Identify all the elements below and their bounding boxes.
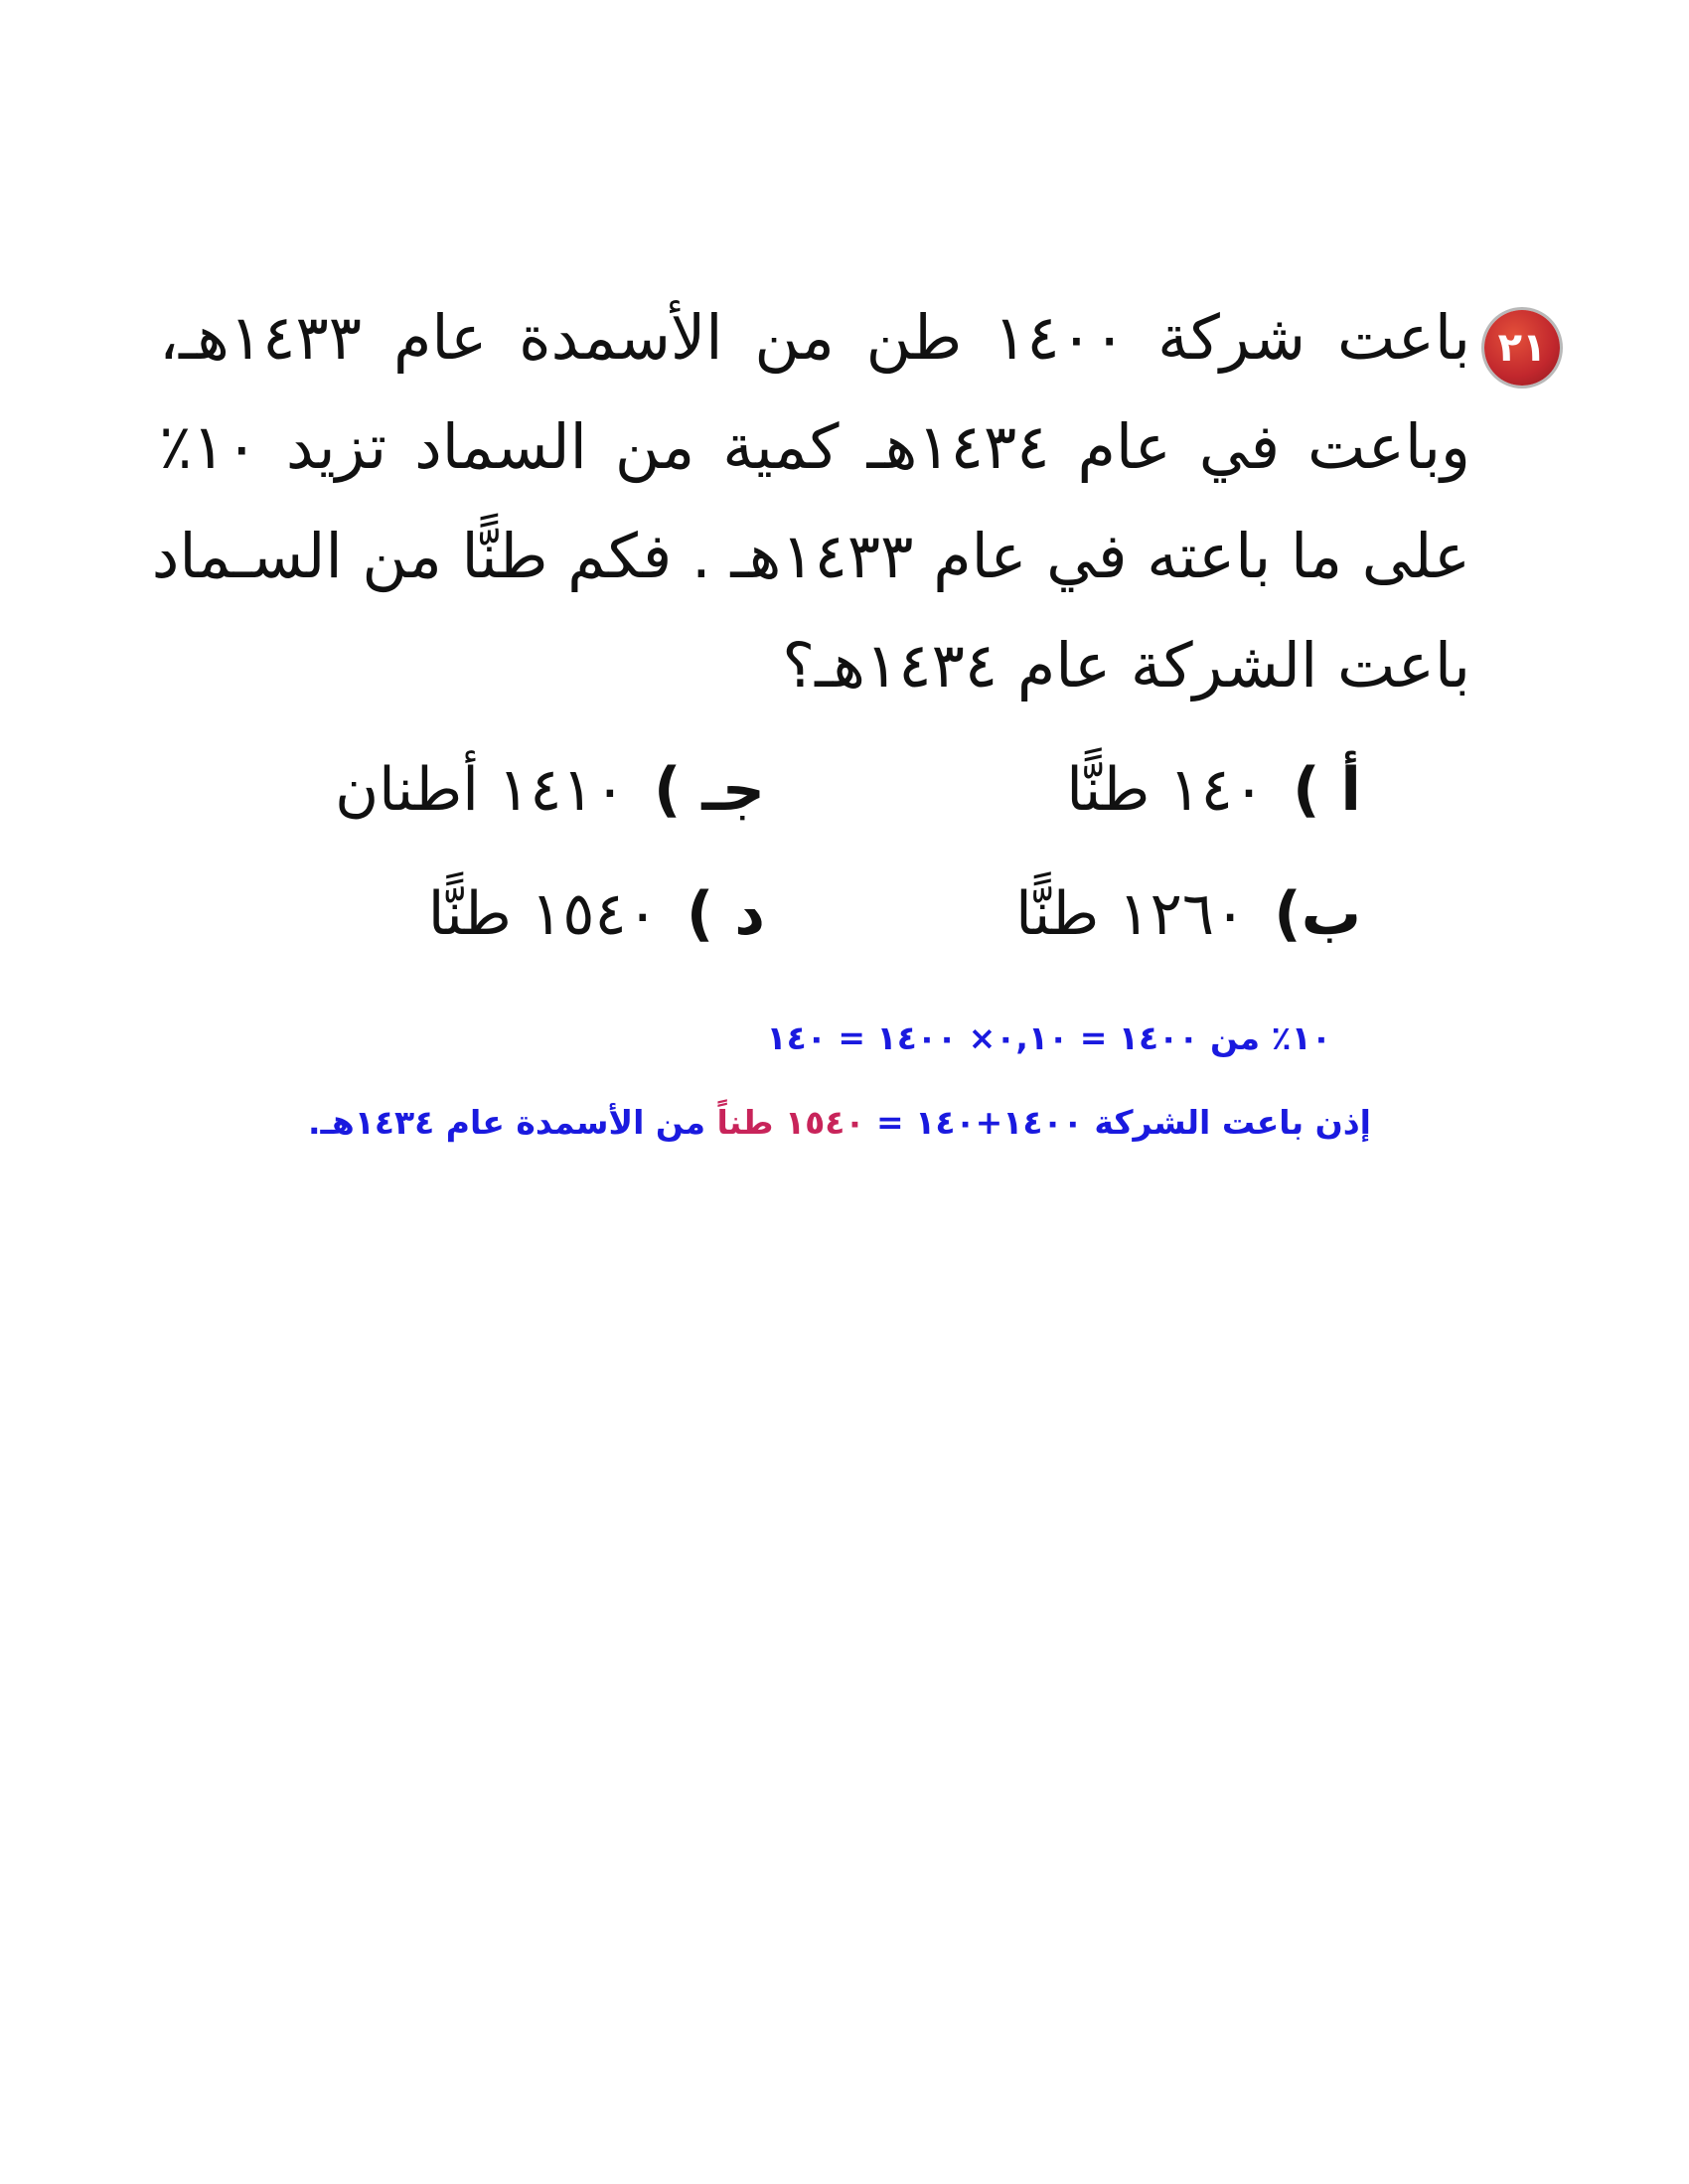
choice-c-text: ١٤١٠ أطنان bbox=[335, 755, 626, 825]
choice-d bbox=[428, 874, 765, 954]
choice-d-letter: د ) bbox=[686, 879, 765, 949]
question-line-2: وباعت في عام ١٤٣٤هـ كمية من السماد تزيد ١٠٪ bbox=[159, 410, 1471, 483]
choice-a bbox=[1066, 750, 1361, 830]
choice-a-text: ١٤٠ طنًّا bbox=[1066, 755, 1266, 825]
choice-b-text: ١٢٦٠ طنًّا bbox=[1015, 879, 1247, 949]
solution-step-2-prefix: إذن باعت الشركة ١٤٠٠+١٤٠ = bbox=[864, 1103, 1371, 1142]
question-line-1: باعت شركة ١٤٠٠ طن من الأسمدة عام ١٤٣٣هـ، bbox=[159, 301, 1470, 374]
choice-a-letter: أ ) bbox=[1293, 755, 1361, 825]
question-line-4: باعت الشركة عام ١٤٣٤هـ؟ bbox=[782, 629, 1470, 702]
choice-b-letter: ب) bbox=[1274, 879, 1361, 949]
choice-c-letter: جـ ) bbox=[653, 755, 765, 825]
question-line-3: على ما باعته في عام ١٤٣٣هـ . فكم طنًّا من السـماد bbox=[151, 520, 1470, 592]
question-number-badge: ٢١ bbox=[1484, 310, 1560, 386]
solution-answer-highlight: ١٥٤٠ طناً bbox=[716, 1103, 865, 1142]
question-block bbox=[151, 298, 1547, 735]
choice-d-text: ١٥٤٠ طنًّا bbox=[427, 879, 659, 949]
solution-step-1: ١٠٪ من ١٤٠٠ = ٠,١٠× ١٤٠٠ = ١٤٠ bbox=[766, 1018, 1331, 1057]
solution-step-2-suffix: من الأسمدة عام ١٤٣٤هـ. bbox=[308, 1103, 717, 1142]
solution-step-2 bbox=[308, 1098, 1371, 1148]
choice-b bbox=[1015, 874, 1361, 954]
choice-c bbox=[335, 750, 765, 830]
